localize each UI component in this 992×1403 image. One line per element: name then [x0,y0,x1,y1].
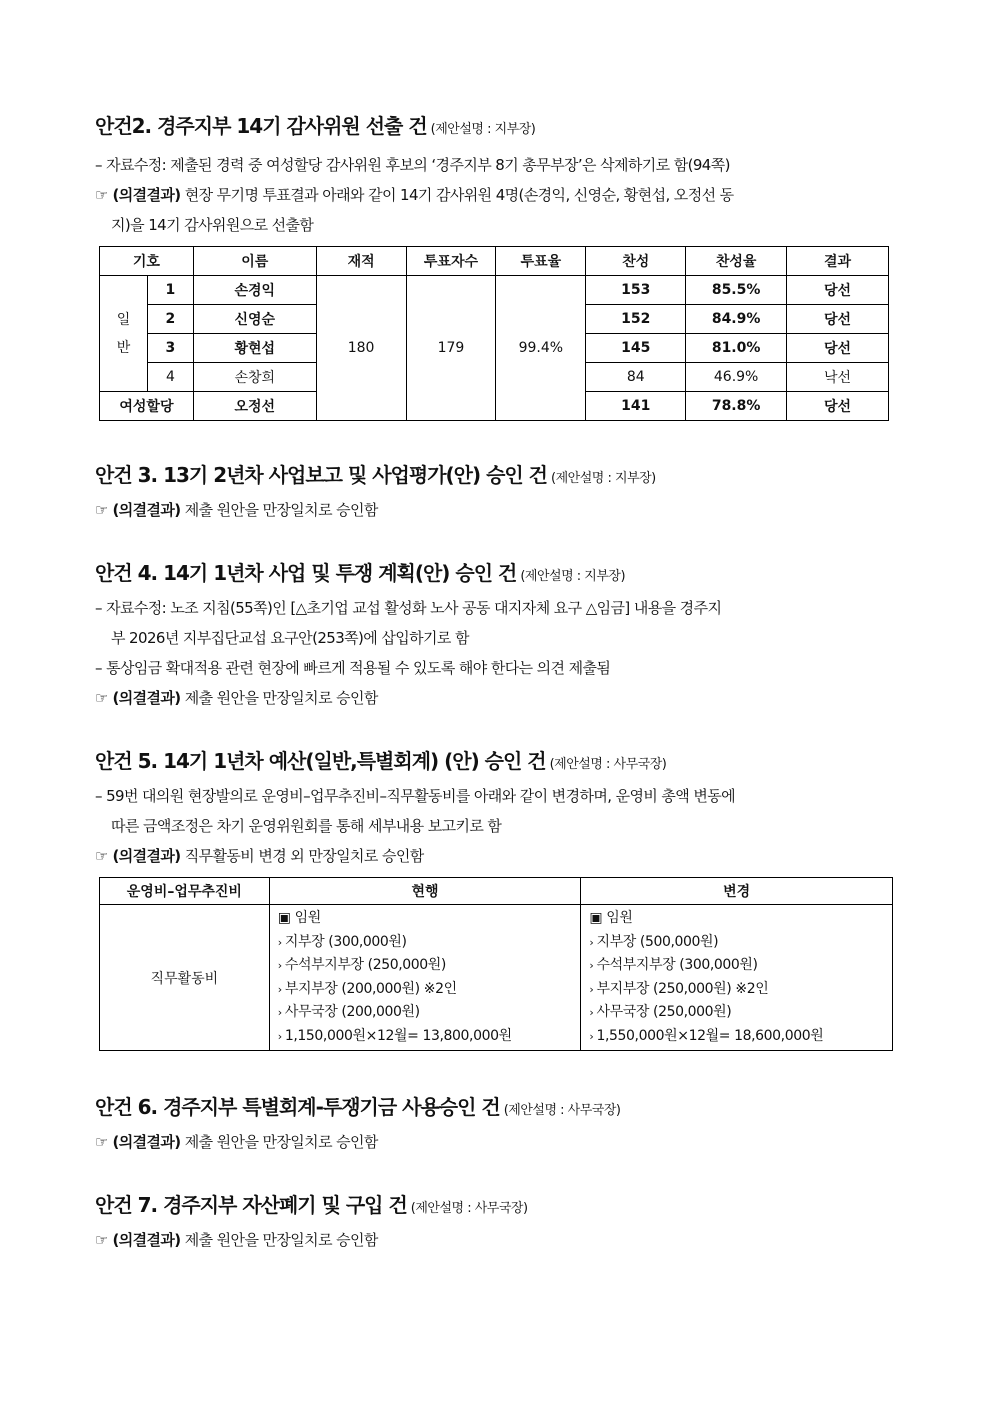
cell-item: › 부지부장 (250,000원) ※2인 [589,978,884,1002]
col-header: 투표자수 [406,247,496,276]
cell-item: › 수석부지부장 (250,000원) [278,954,573,978]
cell-heading: ▣ 임원 [277,910,321,926]
presenter-note: (제안설명 : 사무국장) [410,1201,528,1216]
agenda-4-note: – 자료수정: 노조 지침(55쪽)인 [△초기업 교섭 활성화 노사 공동 대지자체 요구 △임금] 내용을 경주지 [95,599,722,617]
cell-item: › 사무국장 (200,000원) [278,1001,573,1025]
agenda-7 [95,1191,895,1255]
document-page [95,112,895,1255]
col-header: 현행 [269,878,581,905]
result-prefix: ☞ (의결결과) [95,501,181,519]
table-header-row [100,247,889,276]
agenda-3-result [95,495,895,525]
result-text: 제출 원안을 만장일치로 승인함 [184,1231,378,1249]
cell-no: 2 [147,305,193,334]
current-cell [269,905,581,1051]
result-prefix: ☞ (의결결과) [95,186,181,204]
women-quota-label: 여성할당 [100,392,194,421]
cell-yes: 84 [586,363,686,392]
budget-table [99,877,893,1051]
cell-item: › 수석부지부장 (300,000원) [589,954,884,978]
cell-result: 당선 [787,305,889,334]
cell-result: 당선 [787,276,889,305]
presenter-note: (제안설명 : 지부장) [430,122,536,137]
agenda-title-text: 안건 4. 14기 1년차 사업 및 투쟁 계획(안) 승인 건 [95,561,517,585]
cell-registered: 180 [316,276,406,421]
cell-result: 당선 [787,392,889,421]
cell-no: 1 [147,276,193,305]
cell-voters: 179 [406,276,496,421]
agenda-4-result [95,683,895,713]
agenda-6 [95,1093,895,1157]
agenda-5-result [95,841,895,871]
agenda-2-result [95,180,895,210]
cell-no: 3 [147,334,193,363]
row-label: 직무활동비 [100,905,270,1051]
table-row [100,276,889,305]
agenda-2-result-cont: 지)을 14기 감사위원으로 선출함 [111,216,314,234]
agenda-6-title [95,1093,895,1125]
presenter-note: (제안설명 : 사무국장) [503,1103,621,1118]
col-header: 재적 [316,247,406,276]
result-text: 현장 무기명 투표결과 아래와 같이 14기 감사위원 4명(손경익, 신영순, 황현섭, 오정선 동 [184,186,734,204]
cell-yes: 141 [586,392,686,421]
agenda-3-title [95,461,895,493]
agenda-7-result [95,1225,895,1255]
cell-item: › 지부장 (300,000원) [278,931,573,955]
cell-name: 손경익 [193,276,316,305]
cell-turnout: 99.4% [496,276,586,421]
result-prefix: ☞ (의결결과) [95,1231,181,1249]
agenda-title-text: 안건 6. 경주지부 특별회계-투쟁기금 사용승인 건 [95,1095,500,1119]
cell-yes: 145 [586,334,686,363]
cell-rate: 84.9% [686,305,787,334]
cell-yes: 152 [586,305,686,334]
agenda-2 [95,112,895,421]
cell-name: 황현섭 [193,334,316,363]
cell-rate: 85.5% [686,276,787,305]
agenda-4-note-2: – 통상임금 확대적용 관련 현장에 빠르게 적용될 수 있도록 해야 한다는 의견 제출됨 [95,659,611,677]
cell-result: 낙선 [787,363,889,392]
cell-name: 오정선 [193,392,316,421]
agenda-title-text: 안건 7. 경주지부 자산폐기 및 구입 건 [95,1193,407,1217]
agenda-7-title [95,1191,895,1223]
group-label: 일 반 [100,276,148,392]
table-row [100,905,893,1051]
col-header: 운영비–업무추진비 [100,878,270,905]
cell-name: 신영순 [193,305,316,334]
changed-cell [581,905,893,1051]
presenter-note: (제안설명 : 지부장) [520,569,626,584]
cell-item: › 지부장 (500,000원) [589,931,884,955]
cell-name: 손창희 [193,363,316,392]
result-text: 제출 원안을 만장일치로 승인함 [184,501,378,519]
agenda-2-note: – 자료수정: 제출된 경력 중 여성할당 감사위원 후보의 ‘경주지부 8기 총무부장’은 삭제하기로 함(94쪽) [95,156,730,174]
result-prefix: ☞ (의결결과) [95,689,181,707]
col-header: 변경 [581,878,893,905]
table-header-row [100,878,893,905]
cell-rate: 46.9% [686,363,787,392]
agenda-4-title [95,559,895,591]
agenda-title-text: 안건2. 경주지부 14기 감사위원 선출 건 [95,114,427,138]
presenter-note: (제안설명 : 사무국장) [549,757,667,772]
presenter-note: (제안설명 : 지부장) [551,471,656,486]
agenda-4-note-cont: 부 2026년 지부집단교섭 요구안(253쪽)에 삽입하기로 함 [111,629,469,647]
agenda-4 [95,559,895,713]
agenda-6-result [95,1127,895,1157]
cell-result: 당선 [787,334,889,363]
agenda-title-text: 안건 5. 14기 1년차 예산(일반,특별회계) (안) 승인 건 [95,749,546,773]
agenda-5-note-cont: 따른 금액조정은 차기 운영위원회를 통해 세부내용 보고키로 함 [111,817,502,835]
agenda-3 [95,461,895,525]
result-prefix: ☞ (의결결과) [95,847,181,865]
cell-item: › 사무국장 (250,000원) [589,1001,884,1025]
cell-item: › 1,150,000원×12월= 13,800,000원 [278,1025,573,1049]
cell-item: › 부지부장 (200,000원) ※2인 [278,978,573,1002]
result-text: 직무활동비 변경 외 만장일치로 승인함 [184,847,424,865]
cell-item: › 1,550,000원×12월= 18,600,000원 [589,1025,884,1049]
cell-yes: 153 [586,276,686,305]
col-header: 찬성율 [686,247,787,276]
result-text: 제출 원안을 만장일치로 승인함 [184,689,378,707]
agenda-5-title [95,747,895,779]
result-text: 제출 원안을 만장일치로 승인함 [184,1133,378,1151]
result-prefix: ☞ (의결결과) [95,1133,181,1151]
col-header: 투표율 [496,247,586,276]
col-header: 결과 [787,247,889,276]
col-header: 기호 [100,247,194,276]
cell-rate: 78.8% [686,392,787,421]
cell-rate: 81.0% [686,334,787,363]
agenda-5 [95,747,895,1051]
col-header: 찬성 [586,247,686,276]
agenda-2-title [95,112,895,144]
col-header: 이름 [193,247,316,276]
agenda-5-note: – 59번 대의원 현장발의로 운영비–업무추진비–직무활동비를 아래와 같이 변경하며, 운영비 총액 변동에 [95,787,736,805]
cell-no: 4 [147,363,193,392]
agenda-title-text: 안건 3. 13기 2년차 사업보고 및 사업평가(안) 승인 건 [95,463,548,487]
election-table [99,246,889,421]
cell-heading: ▣ 임원 [589,910,633,926]
